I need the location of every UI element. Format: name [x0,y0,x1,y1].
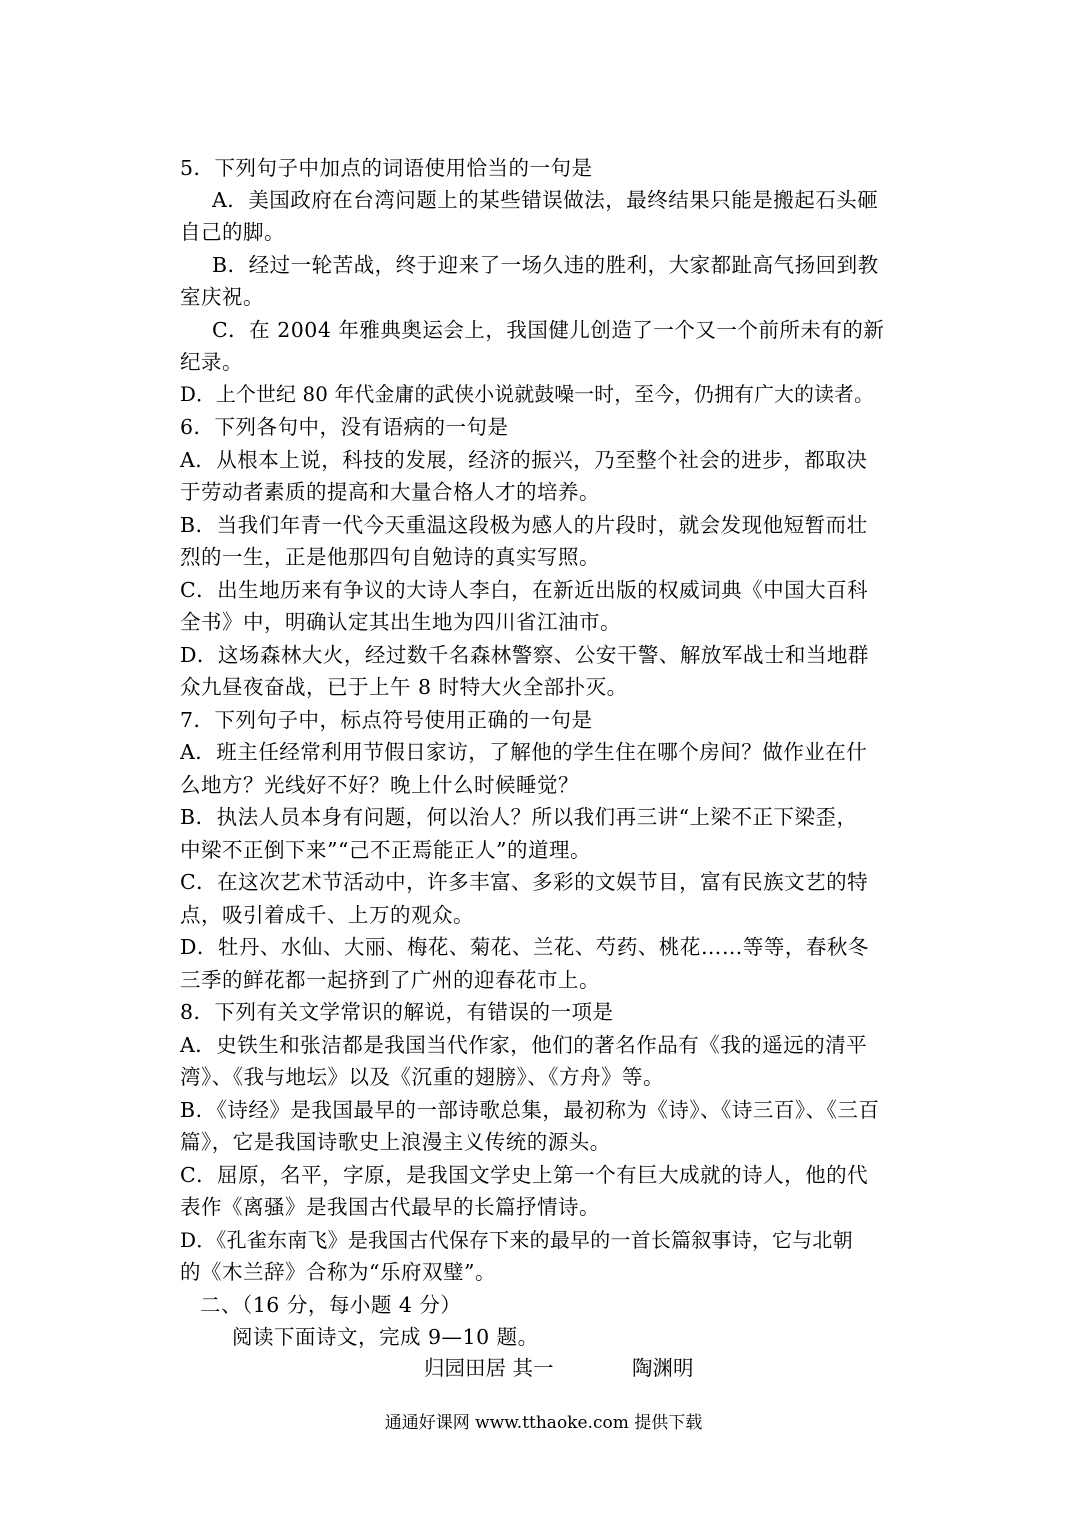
question-8-stem: 8．下列有关文学常识的解说，有错误的一项是 [180,1000,614,1024]
q7-option-d-line2: 三季的鲜花都一起挤到了广州的迎春花市上。 [180,968,600,992]
q6-option-a-line1: A．从根本上说，科技的发展，经济的振兴，乃至整个社会的进步，都取决 [180,448,868,472]
q6-option-a-line2: 于劳动者素质的提高和大量合格人才的培养。 [180,480,600,504]
question-6-stem: 6．下列各句中，没有语病的一句是 [180,415,509,439]
q7-option-b-line1: B．执法人员本身有问题，何以治人？所以我们再三讲“上梁不正下梁歪， [180,805,858,829]
q8-option-a-line2: 湾》、《我与地坛》以及《沉重的翅膀》、《方舟》等。 [180,1065,664,1089]
poem-title: 归园田居 其一 [424,1356,554,1380]
page-footer: 通通好课网 www.tthaoke.com 提供下载 [384,1413,703,1433]
q5-option-d: D．上个世纪 80 年代金庸的武侠小说就鼓噪一时，至今，仍拥有广大的读者。 [180,383,875,406]
poem-author: 陶渊明 [632,1356,694,1380]
q6-option-c-line2: 全书》中，明确认定其出生地为四川省江油市。 [180,610,621,634]
q7-option-c-line1: C．在这次艺术节活动中，许多丰富、多彩的文娱节目，富有民族文艺的特 [180,870,869,894]
q6-option-d-line1: D．这场森林大火，经过数千名森林警察、公安干警、解放军战士和当地群 [180,643,869,667]
question-7-stem: 7．下列句子中，标点符号使用正确的一句是 [180,708,593,732]
q6-option-c-line1: C．出生地历来有争议的大诗人李白，在新近出版的权威词典《中国大百科 [180,578,869,602]
q7-option-b-line2: 中梁不正倒下来”“己不正焉能正人”的道理。 [180,838,591,862]
q6-option-d-line2: 众九昼夜奋战，已于上午 8 时特大火全部扑灭。 [180,675,628,699]
q8-option-a-line1: A．史铁生和张洁都是我国当代作家，他们的著名作品有《我的遥远的清平 [180,1033,868,1057]
q8-option-d-line2: 的《木兰辞》合称为“乐府双璧”。 [180,1260,496,1284]
section-2-heading: 二、（16 分，每小题 4 分） [200,1293,462,1317]
q5-option-a-line1: A．美国政府在台湾问题上的某些错误做法，最终结果只能是搬起石头砸 [212,188,879,212]
q6-option-b-line2: 烈的一生，正是他那四句自勉诗的真实写照。 [180,545,600,569]
section-2-instruction: 阅读下面诗文，完成 9—10 题。 [232,1325,539,1349]
q8-option-c-line2: 表作《离骚》是我国古代最早的长篇抒情诗。 [180,1195,600,1219]
q7-option-d-line1: D．牡丹、水仙、大丽、梅花、菊花、兰花、芍药、桃花……等等，春秋冬 [180,935,869,959]
q5-option-b-line1: B．经过一轮苦战，终于迎来了一场久违的胜利，大家都趾高气扬回到教 [212,253,879,277]
q5-option-b-line2: 室庆祝。 [180,285,264,309]
q5-option-a-line2: 自己的脚。 [180,220,285,244]
q7-option-a-line2: 么地方？光线好不好？晚上什么时候睡觉？ [180,773,579,797]
q7-option-c-line2: 点，吸引着成千、上万的观众。 [180,903,474,927]
q7-option-a-line1: A．班主任经常利用节假日家访，了解他的学生住在哪个房间？做作业在什 [180,740,868,764]
q8-option-b-line1: B．《诗经》是我国最早的一部诗歌总集，最初称为《诗》、《诗三百》、《三百 [180,1098,880,1122]
q8-option-b-line2: 篇》，它是我国诗歌史上浪漫主义传统的源头。 [180,1130,611,1154]
q5-option-c-line1: C．在 2004 年雅典奥运会上，我国健儿创造了一个又一个前所未有的新 [212,318,885,342]
q8-option-d-line1: D．《孔雀东南飞》是我国古代保存下来的最早的一首长篇叙事诗，它与北朝 [180,1228,853,1252]
q6-option-b-line1: B．当我们年青一代今天重温这段极为感人的片段时，就会发现他短暂而壮 [180,513,868,537]
question-5-stem: 5．下列句子中加点的词语使用恰当的一句是 [180,156,593,180]
q5-option-c-line2: 纪录。 [180,350,243,374]
q8-option-c-line1: C．屈原，名平，字原，是我国文学史上第一个有巨大成就的诗人，他的代 [180,1163,869,1187]
